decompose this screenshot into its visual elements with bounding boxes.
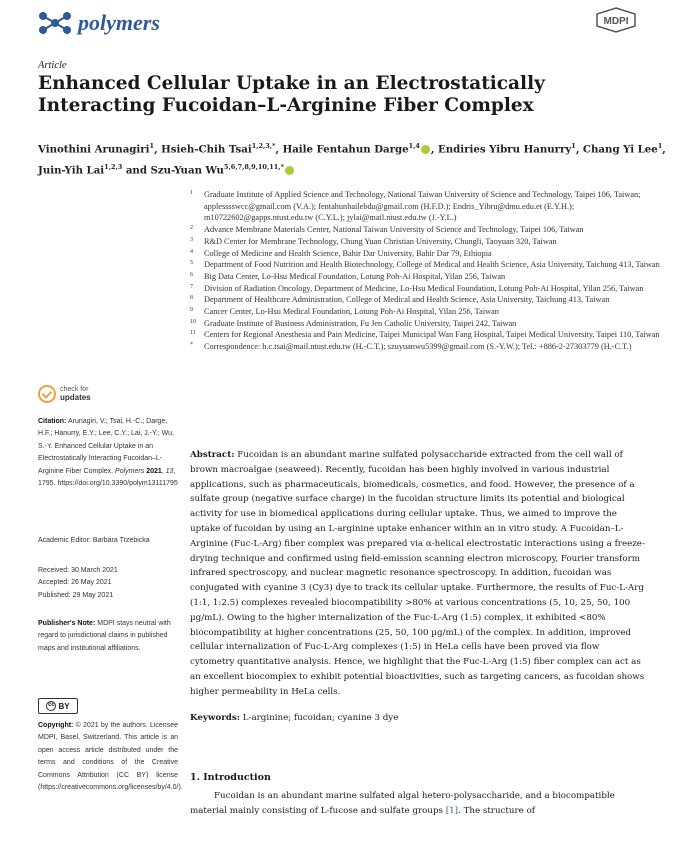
author-separator: and: [122, 164, 151, 177]
cfu-line2: updates: [60, 392, 91, 402]
affiliation-number: 11: [190, 330, 196, 337]
author-name[interactable]: Haile Fentahun Darge: [282, 143, 409, 156]
author-affiliation-sup: 1,4: [408, 142, 420, 150]
author-affiliation-sup: 5,6,7,8,9,10,11,: [223, 163, 281, 172]
publisher-note-label: Publisher's Note:: [38, 620, 96, 627]
publisher-note-text: MDPI stays neutral with regard to jurisdictional claims in published maps and institutional affiliations.: [38, 620, 171, 652]
intro-text: Fucoidan is an abundant marine sulfated algal hetero-polysaccharide, and a biocompatible material mainly consisting of L-fucose and sulfate groups: [190, 791, 615, 816]
affiliation-text: Advance Membrane Materials Center, National Taiwan University of Science and Technology, Taipei 106, Taiwan: [204, 225, 584, 235]
affiliation-text: Graduate Institute of Applied Science and Technology, National Taiwan University of Science and Technology, Taipei 106, Taiwan; applesssswcc@gmail.com (V.A.); fentahunhailebdu@gmail.com (H.F.D.); Endris_Yibru@dmu.edu.et (E.Y.H.); m10722602@gapps.ntust.edu.tw (C.Y.L.); jylai@mail.ntust.edu.tw (J.-Y.L.): [204, 190, 641, 223]
affiliation-number: 6: [190, 271, 193, 278]
author-separator: ,: [575, 143, 583, 156]
affiliation-item: [190, 248, 660, 260]
intro-text-after: . The structure of: [458, 806, 536, 816]
author-list: [38, 137, 668, 180]
journal-name: polymers: [78, 10, 160, 35]
author-affiliation-sup: 1: [657, 142, 663, 150]
affiliation-item: [190, 329, 660, 341]
author-line: [38, 137, 668, 158]
author-line: [38, 158, 668, 179]
author-separator: ,: [662, 143, 666, 156]
author-affiliation-sup: 1,2,3: [104, 163, 123, 172]
abstract-text: Fucoidan is an abundant marine sulfated polysaccharide extracted from the cell wall of brown macroalgae (seaweed). Recently, fucoidan has been highly involved in various industrial applications, such as pharmaceuticals, biomedicals, cosmetics, and food. However, the presence of a sulfate group (negative surface charge) in the fucoidan structure limits its potential and biological activity for use in biomedical applications during cellular uptake. Thus, we aimed to improve the uptake of fucoidan by using an L-arginine uptake enhancer within an in vitro study. A Fucoidan–L-Arginine (Fuc-L-Arg) fiber complex was prepared via α-helical electrostatic interactions using a freeze-drying technique and confirmed using field-emission scanning electron microscopy, Fourier transform infrared spectroscopy, and nuclear magnetic resonance spectroscopy. In addition, fucoidan was conjugated with cyanine 3 (Cy3) dye to track its cellular uptake. Furthermore, the results of Fuc-L-Arg (1:1, 1:2.5) complexes revealed biocompatibility >80% at various concentrations (5, 10, 25, 50, 100 µg/mL). Owing to the higher internalization of the Fuc-L-Arg (1:5) complex, it exhibited <80% biocompatibility at higher concentrations (25, 50, 100 µg/mL) of the complex. In addition, improved cellular internalization of Fuc-L-Arg complexes (1:5) in HeLa cells have been proved via flow cytometry quantitative analysis. Hence, we highlight that the Fuc-L-Arg (1:5) fiber complex can act as an excellent biocomplex to exhibit potential bioactivities, such as targeting cancers, as fucoidan shows higher permeability in HeLa cells.: [190, 450, 645, 697]
citation-doi[interactable]: , 1795. https://doi.org/10.3390/polym13111795: [38, 467, 178, 488]
publisher-name: MDPI: [603, 16, 629, 27]
corresponding-mark: *: [280, 163, 284, 172]
date-accepted: Accepted: 26 May 2021: [38, 579, 112, 587]
corresponding-mark: *: [272, 142, 276, 150]
cc-by-license-icon[interactable]: [38, 698, 78, 714]
affiliation-text: Division of Radiation Oncology, Department of Medicine, Lo-Hsu Medical Foundation, Lotung Poh-Ai Hospital, Yilan 256, Taiwan: [204, 283, 644, 293]
author-name[interactable]: Vinothini Arunagiri: [38, 143, 150, 156]
affiliation-number: 5: [190, 260, 193, 267]
keywords: [190, 713, 646, 723]
reference-link[interactable]: [1]: [445, 806, 459, 816]
author-separator: ,: [430, 143, 439, 156]
author-affiliation-sup: 1: [571, 142, 576, 150]
keywords-text: L-arginine; fucoidan; cyanine 3 dye: [242, 713, 399, 723]
intro-paragraph: [190, 789, 646, 819]
affiliation-item: [190, 318, 660, 330]
affiliation-text: Department of Healthcare Administration, College of Medical and Health Science, Asia University, Taichung 413, Taiwan: [204, 295, 610, 305]
affiliation-text: Graduate Institute of Business Administration, Fu Jen Catholic University, Taipei 242, Taiwan: [204, 318, 517, 328]
author-separator: ,: [154, 143, 162, 156]
affiliation-text: Big Data Center, Lo-Hsu Medical Foundation, Lotung Poh-Ai Hospital, Yilan 256, Taiwan: [204, 271, 506, 281]
cc-icon: cc: [46, 701, 56, 711]
cfu-line1: check for: [60, 385, 89, 393]
affiliation-number: 4: [190, 248, 193, 255]
affiliation-item: [190, 236, 660, 248]
section-heading: 1. Introduction: [190, 772, 271, 783]
affiliation-text: Correspondence: h.c.tsai@mail.ntust.edu.tw (H.-C.T.); szuyuanwu5399@gmail.com (S.-Y.W.); Tel.: +886-2-27303779 (H.-C.T.): [204, 342, 632, 352]
affiliation-text: College of Medicine and Health Science, Bahir Dar University, Bahir Dar 79, Ethiopia: [204, 248, 492, 258]
academic-editor: Academic Editor: Barbara Trzebicka: [38, 537, 150, 544]
journal-logo: [38, 8, 238, 38]
article-dates: [38, 565, 178, 602]
affiliation-text: Department of Food Nutrition and Health Biotechnology, College of Medical and Health Science, Asia University, Taichung 413, Taiwan: [204, 260, 660, 270]
abstract: [190, 448, 646, 700]
cc-badge-text: BY: [58, 701, 70, 711]
author-name[interactable]: Juin-Yih Lai: [38, 164, 105, 177]
date-received: Received: 30 March 2021: [38, 567, 118, 574]
affiliation-number: 10: [190, 318, 196, 325]
affiliation-number: *: [190, 342, 193, 349]
citation-year: 2021: [146, 467, 162, 475]
citation-text: Arunagiri, V.; Tsai, H.-C.; Darge, H.F.; Hanurry, E.Y.; Lee, C.Y.; Lai, J.-Y.; Wu, S.-Y. Enhanced Cellular Uptake in an Electrostatically Interacting Fucoidan–L-Arginine Fiber Complex.: [38, 418, 174, 475]
affiliation-number: 9: [190, 307, 193, 314]
affiliation-item: [190, 189, 660, 224]
affiliation-item: [190, 271, 660, 283]
affiliation-item: [190, 259, 660, 271]
affiliation-number: 3: [190, 236, 193, 243]
author-name[interactable]: Szu-Yuan Wu: [150, 164, 224, 177]
affiliation-text: Centers for Regional Anesthesia and Pain Medicine, Taipei Municipal Wan Fang Hospital, Taipei Medical University, Taipei 110, Taiwan: [204, 330, 660, 340]
citation-label: Citation:: [38, 418, 67, 425]
orcid-icon[interactable]: [285, 166, 294, 175]
orcid-icon[interactable]: [421, 145, 430, 154]
affiliation-item: [190, 306, 660, 318]
copyright-label: Copyright:: [38, 722, 74, 729]
affiliation-text: Cancer Center, Lo-Hsu Medical Foundation, Lotung Poh-Ai Hospital, Yilan 256, Taiwan: [204, 307, 499, 317]
affiliation-text: R&D Center for Membrane Technology, Chung Yuan Christian University, Chungli, Taoyuan 320, Taiwan: [204, 236, 557, 246]
article-title: Enhanced Cellular Uptake in an Electrostatically Interacting Fucoidan–L-Arginine Fiber Complex: [38, 73, 545, 116]
abstract-label: Abstract:: [190, 450, 235, 460]
citation-journal: Polymers: [115, 467, 145, 475]
copyright-block: [38, 720, 183, 794]
author-name[interactable]: Hsieh-Chih Tsai: [161, 143, 252, 156]
author-separator: ,: [275, 143, 283, 156]
author-affiliation-sup: 1: [149, 142, 155, 150]
author-name[interactable]: Chang Yi Lee: [582, 143, 658, 156]
author-name[interactable]: Endiries Yibru Hanurry: [438, 143, 572, 156]
keywords-label: Keywords:: [190, 713, 240, 723]
affiliation-item: [190, 341, 660, 353]
publisher-note: [38, 618, 178, 655]
copyright-text: © 2021 by the authors. Licensee MDPI, Basel, Switzerland. This article is an open access article distributed under the terms and conditions of the Creative Commons Attribution (CC BY) license (https://creativecommons.org/licenses/by/4.0/).: [38, 722, 183, 792]
affiliation-item: [190, 224, 660, 236]
citation-block: Citation: Arunagiri, V.; Tsai, H.-C.; Darge, H.F.; Hanurry, E.Y.; Lee, C.Y.; Lai, J.-Y.; Wu, S.-Y. Enhanced Cellular Uptake in an Electrostatically Interacting Fucoidan–L-Arginine Fiber Complex. Polymers 2021, 13, 1795. https://doi.org/10.3390/polym13111795: [38, 418, 178, 488]
affiliation-number: 8: [190, 295, 193, 302]
affiliation-number: 7: [190, 283, 193, 290]
check-for-updates-badge[interactable]: [38, 385, 91, 403]
affiliation-number: 2: [190, 225, 193, 232]
affiliations: [190, 189, 660, 353]
mdpi-logo-icon: [595, 7, 637, 33]
affiliation-number: 1: [190, 190, 193, 196]
date-published: Published: 29 May 2021: [38, 591, 114, 599]
article-type: Article: [38, 60, 67, 71]
polymers-logo-icon: [38, 10, 72, 36]
citation-volume: 13: [165, 467, 174, 475]
author-affiliation-sup: 1,2,3,: [251, 142, 273, 150]
check-icon: [38, 385, 56, 403]
affiliation-item: [190, 294, 660, 306]
affiliation-item: [190, 283, 660, 295]
